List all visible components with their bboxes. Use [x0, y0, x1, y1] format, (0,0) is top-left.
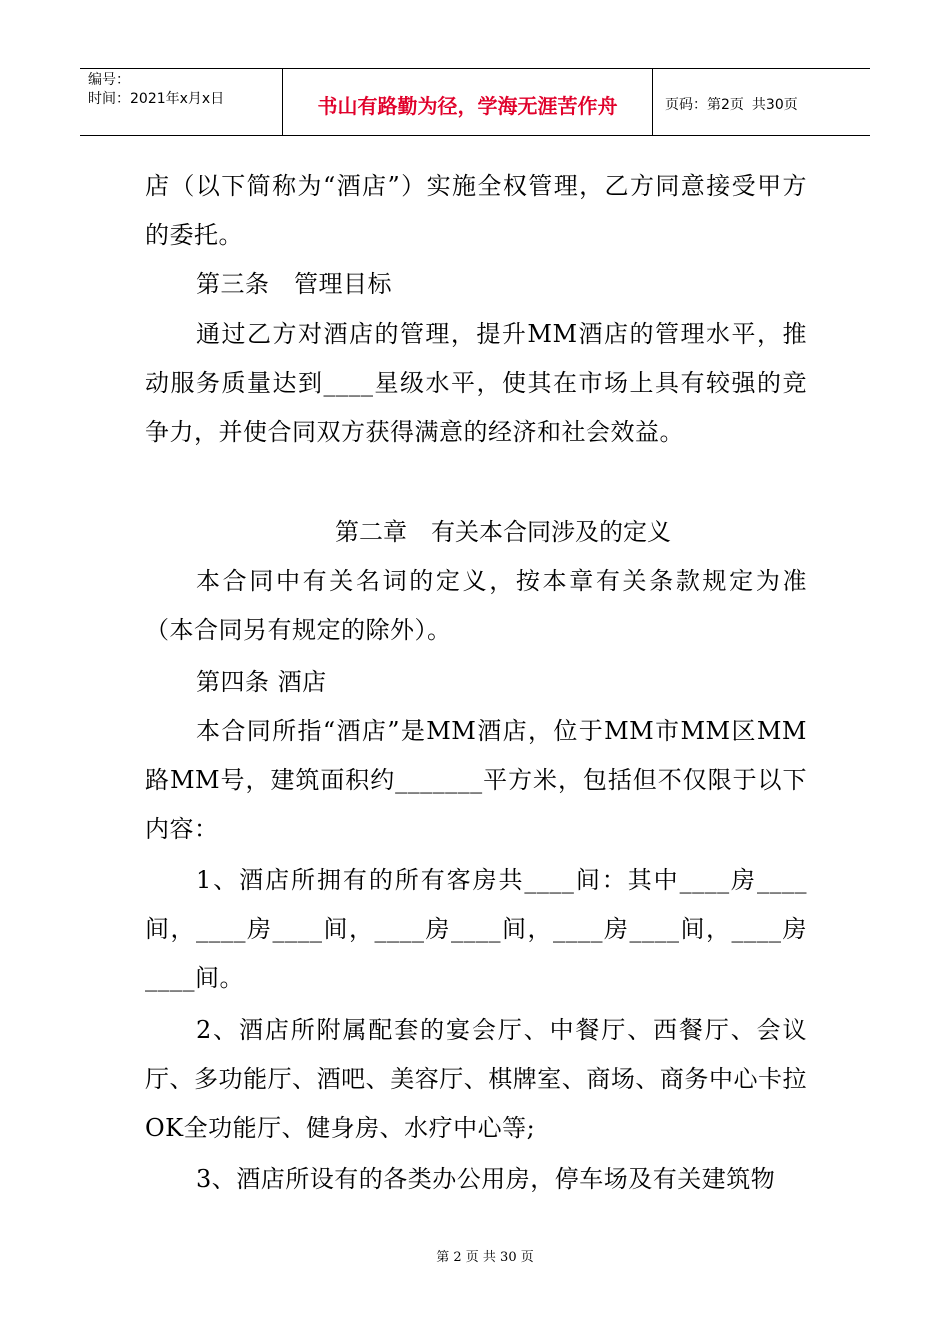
header-page-number: 页码：第2页 [665, 97, 744, 113]
paragraph-definitions: 本合同中有关名词的定义，按本章有关条款规定为准（本合同另有规定的除外）。 [145, 567, 807, 644]
chapter-2-heading: 第二章 有关本合同涉及的定义 [335, 518, 671, 546]
list-item-offices: 3、酒店所设有的各类办公用房，停车场及有关建筑物 [196, 1165, 776, 1193]
page-header [80, 68, 870, 136]
list-item-rooms: 1、酒店所拥有的所有客房共____间：其中____房____间，____房____间，____房____间，____房____间，____房____间。 [145, 866, 807, 992]
header-motto: 书山有路勤为径，学海无涯苦作舟 [283, 69, 653, 135]
paragraph-management-goal: 通过乙方对酒店的管理，提升MM酒店的管理水平，推动服务质量达到____星级水平，使其在市场上具有较强的竞争力，并使合同双方获得满意的经济和社会效益。 [145, 320, 807, 446]
article-4-title: 第四条 酒店 [196, 668, 327, 696]
header-page-total: 共30页 [751, 97, 798, 113]
article-3-title: 第三条 管理目标 [196, 270, 392, 298]
header-meta [80, 69, 283, 135]
document-date-label: 时间：2021年x月x日 [88, 91, 225, 107]
list-item-facilities: 2、酒店所附属配套的宴会厅、中餐厅、西餐厅、会议厅、多功能厅、酒吧、美容厅、棋牌室、商场、商务中心卡拉OK全功能厅、健身房、水疗中心等; [145, 1016, 807, 1142]
paragraph-hotel-definition: 本合同所指“酒店”是MM酒店，位于MM市MM区MM路MM号，建筑面积约_______平方米，包括但不仅限于以下内容： [145, 717, 807, 843]
document-number-label: 编号： [88, 72, 130, 88]
paragraph-continuation: 店（以下简称为“酒店”）实施全权管理，乙方同意接受甲方的委托。 [145, 172, 807, 249]
page-footer: 第 2 页 共 30 页 [436, 1250, 534, 1265]
header-page-info [653, 69, 870, 135]
